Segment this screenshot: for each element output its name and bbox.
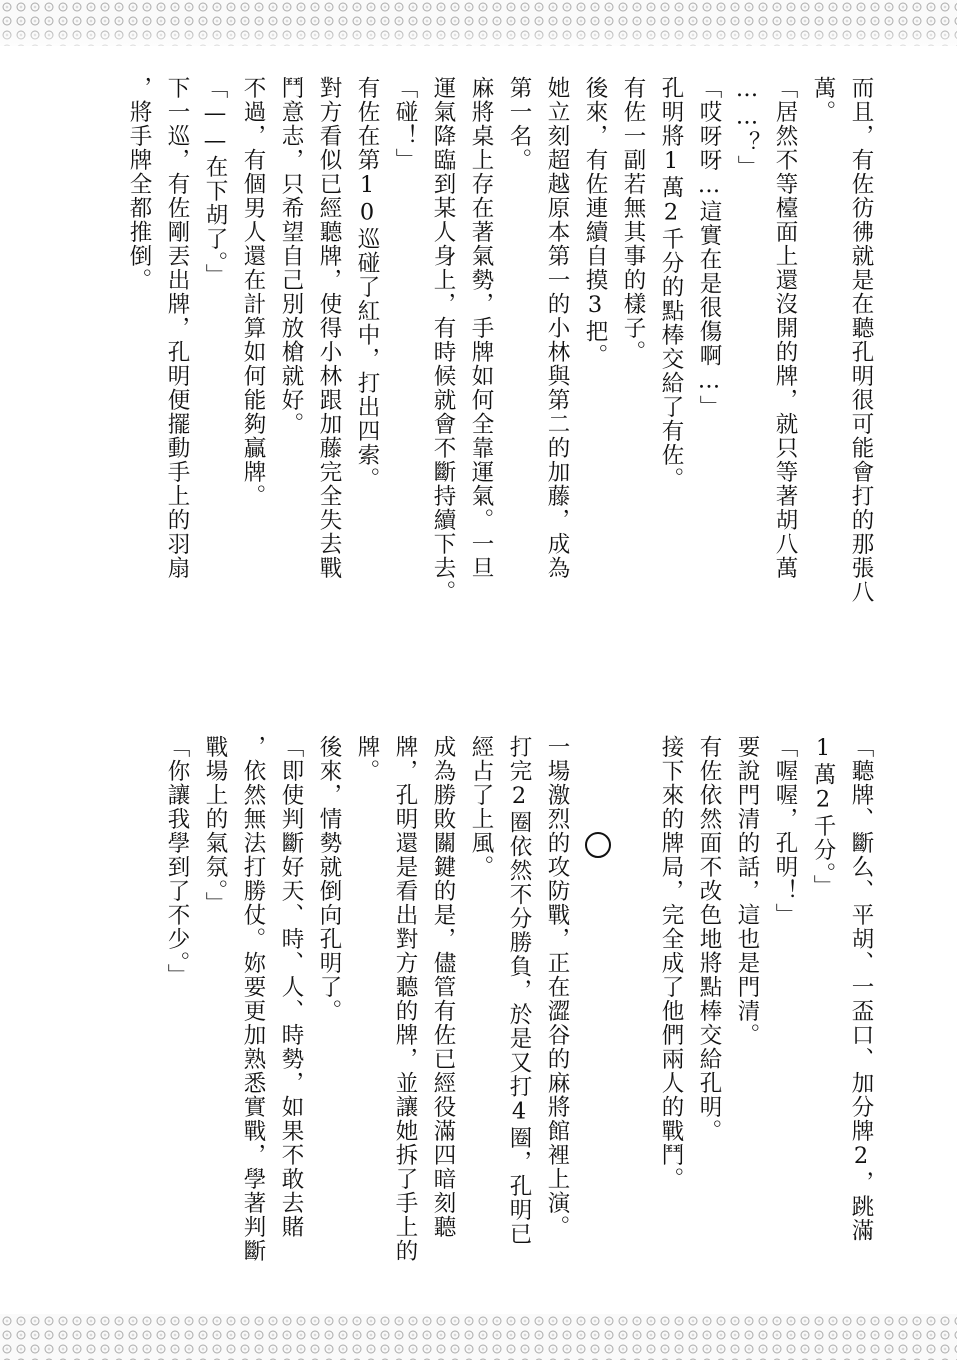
text-block-upper: [120, 76, 880, 696]
text-line: 一場激烈的攻防戰，正在澀谷的麻將館裡上演。: [544, 735, 570, 1239]
text-line: 下一巡，有佐剛丟出牌，孔明便擺動手上的羽扇: [164, 76, 190, 580]
text-line: 對方看似已經聽牌，使得小林跟加藤完全失去戰: [316, 76, 342, 580]
scene-break-circle-icon: [585, 832, 611, 858]
text-line: ……？」: [734, 76, 760, 179]
text-line: 有佐一副若無其事的樣子。: [620, 76, 646, 364]
text-line: 後來，有佐連續自摸3把。: [582, 76, 608, 368]
text-line: 「喔喔，孔明！」: [772, 735, 798, 927]
text-block-lower: [158, 735, 880, 1335]
text-line: 「即使判斷好天、時、人、時勢，如果不敢去賭: [278, 735, 304, 1239]
decorative-border-bottom: [0, 1314, 957, 1360]
text-line: 第一名。: [506, 76, 532, 172]
text-line: 要說門清的話，這也是門清。: [734, 735, 760, 1047]
text-line: ，依然無法打勝仗。妳要更加熟悉實戰，學著判斷: [240, 735, 266, 1263]
text-line: 打完2圈依然不分勝負，於是又打4圈，孔明已: [506, 735, 532, 1246]
text-line-spacer: [576, 735, 614, 1335]
text-line: 不過，有個男人還在計算如何能夠贏牌。: [240, 76, 266, 508]
text-line: 牌，孔明還是看出對方聽的牌，並讓她拆了手上的: [392, 735, 418, 1263]
text-line: 鬥意志，只希望自己別放槍就好。: [278, 76, 304, 436]
text-line: 「居然不等檯面上還沒開的牌，就只等著胡八萬: [772, 76, 798, 580]
text-line: 而且，有佐彷彿就是在聽孔明很可能會打的那張八: [848, 76, 874, 604]
text-line: 成為勝敗關鍵的是，儘管有佐已經役滿四暗刻聽: [430, 735, 456, 1239]
text-line-spacer: [614, 735, 652, 1335]
text-line: 「——在下胡了。」: [202, 76, 228, 288]
text-line: 「碰！」: [392, 76, 418, 172]
text-line: 有佐依然面不改色地將點棒交給孔明。: [696, 735, 722, 1143]
text-line: 後來，情勢就倒向孔明了。: [316, 735, 342, 1023]
text-line: 接下來的牌局，完全成了他們兩人的戰鬥。: [658, 735, 684, 1191]
text-line: 1萬2千分。」: [810, 735, 836, 899]
text-line: 「你讓我學到了不少。」: [164, 735, 190, 988]
text-line: 有佐在第10巡碰了紅中，打出四索。: [354, 76, 380, 491]
text-line: 她立刻超越原本第一的小林與第二的加藤，成為: [544, 76, 570, 580]
text-line: 「哎呀呀…這實在是很傷啊…」: [696, 76, 722, 419]
text-line: 牌。: [354, 735, 380, 783]
text-line: ，將手牌全都推倒。: [126, 76, 152, 292]
text-line: 「聽牌、斷么、平胡、一盃口、加分牌2，跳滿: [848, 735, 874, 1243]
text-line: 孔明將1萬2千分的點棒交給了有佐。: [658, 76, 684, 491]
text-line: 麻將桌上存在著氣勢，手牌如何全靠運氣。一旦: [468, 76, 494, 580]
text-line: 運氣降臨到某人身上，有時候就會不斷持續下去。: [430, 76, 456, 604]
border-fade-top: [0, 28, 957, 58]
text-line: 經占了上風。: [468, 735, 494, 879]
text-line: 戰場上的氣氛。」: [202, 735, 228, 916]
text-line: 萬。: [810, 76, 836, 124]
